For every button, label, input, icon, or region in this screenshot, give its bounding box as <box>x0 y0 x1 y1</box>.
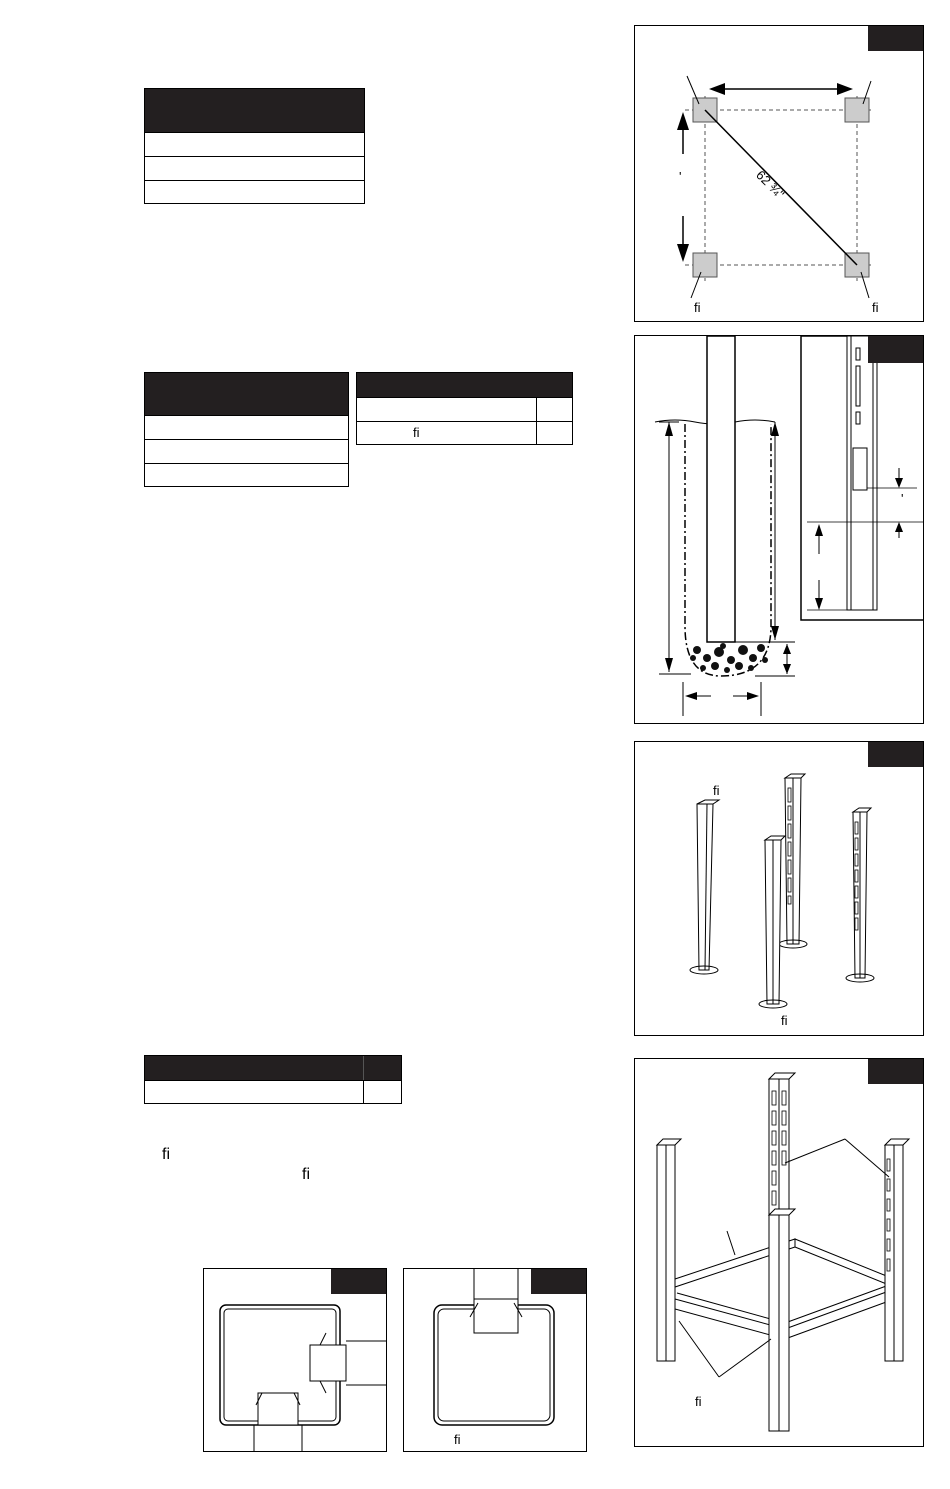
post-hole-diagram <box>635 336 924 724</box>
table-cell-divider <box>363 1081 401 1103</box>
tick-label: ' <box>679 169 682 184</box>
diagonal-dimension-label: 62 ¾" <box>753 167 788 202</box>
table-row <box>145 415 348 439</box>
table-2 <box>144 372 349 487</box>
table-row <box>145 132 364 156</box>
table-4 <box>144 1055 402 1104</box>
figure-four-posts <box>634 741 924 1036</box>
frame-diagram <box>635 1059 924 1447</box>
frame-label: fi <box>695 1394 702 1409</box>
corner-label-left: fi <box>694 300 701 315</box>
figure-tab <box>868 336 923 363</box>
post-label-top: fi <box>713 783 720 798</box>
table-cell-divider <box>363 1056 364 1080</box>
table-row <box>145 439 348 463</box>
table-row <box>145 463 348 486</box>
figure-frame-assembly <box>634 1058 924 1447</box>
table-cell-text: fi <box>413 425 420 440</box>
figure-post-hole <box>634 335 924 724</box>
table-cell-divider <box>536 422 572 444</box>
table-3 <box>356 372 573 445</box>
body-text-fi-2: fi <box>302 1166 310 1183</box>
figure-layout-square <box>634 25 924 322</box>
table-row <box>357 397 572 421</box>
table-row <box>357 421 572 444</box>
table-4-header <box>145 1056 401 1080</box>
post-label-bottom: fi <box>781 1013 788 1028</box>
table-2-header <box>145 373 348 415</box>
table-row <box>145 1080 401 1103</box>
tick-label: ' <box>901 491 904 506</box>
table-cell-divider <box>536 398 572 421</box>
table-row <box>145 180 364 203</box>
body-text-fi-1: fi <box>162 1146 170 1163</box>
corner-label-right: fi <box>872 300 879 315</box>
figure-corner-detail-a <box>203 1268 387 1452</box>
table-3-header <box>357 373 572 397</box>
corner-detail-a-diagram <box>204 1269 387 1452</box>
corner-detail-b-diagram <box>404 1269 587 1452</box>
table-1-header <box>145 89 364 132</box>
detail-label: fi <box>454 1432 461 1447</box>
posts-diagram <box>635 742 924 1036</box>
table-row <box>145 156 364 180</box>
table-1 <box>144 88 365 204</box>
figure-corner-detail-b <box>403 1268 587 1452</box>
